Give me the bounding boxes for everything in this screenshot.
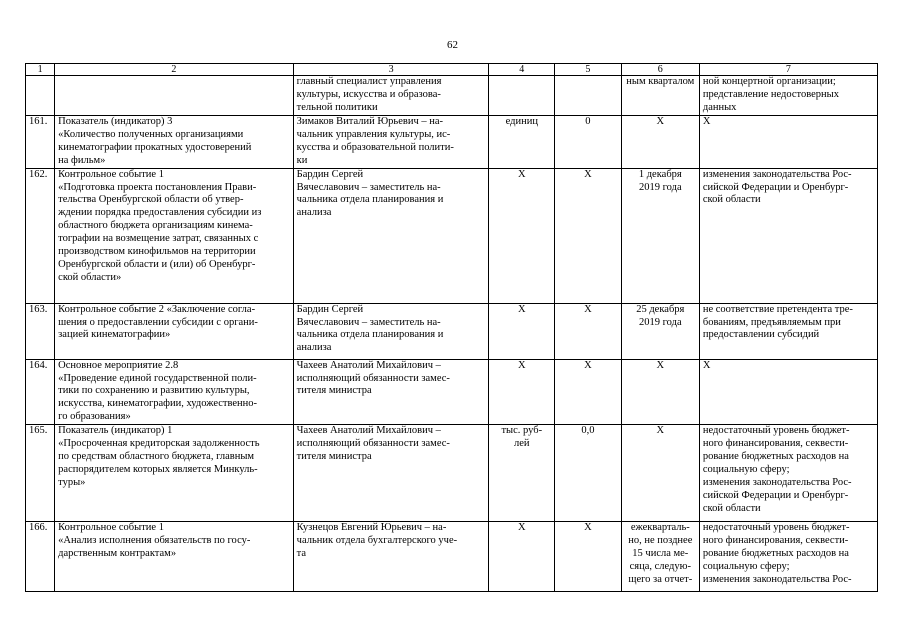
indicator-value-cell bbox=[555, 168, 622, 303]
item-name-cell bbox=[55, 522, 294, 592]
unit-of-measure: X bbox=[517, 303, 526, 315]
deadline-cell bbox=[621, 116, 699, 169]
deadline-cell bbox=[621, 522, 699, 592]
risk-description-cell bbox=[699, 303, 877, 359]
deadline: ным кварталом bbox=[626, 76, 695, 87]
responsible-person: Чахеев Анатолий Михайлович – исполняющий обязанности замес- тителя министра bbox=[296, 425, 450, 462]
row-number: 165. bbox=[29, 425, 48, 437]
risk-description: не соответствие претендента тре- бованиям, предъявляемым при предоставлении субсидий bbox=[702, 303, 853, 341]
column-number: 7 bbox=[699, 64, 877, 76]
risk-description-cell bbox=[699, 522, 877, 592]
indicator-value: 0,0 bbox=[581, 425, 595, 437]
deadline-cell bbox=[621, 359, 699, 425]
row-number: 166. bbox=[29, 522, 48, 534]
table-row bbox=[26, 168, 878, 303]
column-number: 3 bbox=[293, 64, 489, 76]
unit-of-measure-cell bbox=[489, 168, 555, 303]
table-row bbox=[26, 116, 878, 169]
row-number-cell bbox=[26, 425, 55, 522]
indicator-value: 0 bbox=[585, 116, 591, 127]
responsible-person: Кузнецов Евгений Юрьевич – на- чальник отдела бухгалтерского уче- та bbox=[296, 522, 458, 559]
responsible-person-cell bbox=[293, 76, 489, 116]
risk-description-cell bbox=[699, 116, 877, 169]
responsible-person: Зимаков Виталий Юрьевич – на- чальник управления культуры, ис- кусства и образовательной полити- ки bbox=[296, 116, 454, 166]
responsible-person: главный специалист управления культуры, искусства и образова- тельной политики bbox=[296, 76, 442, 113]
risk-description-cell bbox=[699, 359, 877, 425]
risk-description-cell bbox=[699, 168, 877, 303]
indicator-value-cell bbox=[555, 303, 622, 359]
column-number: 2 bbox=[55, 64, 294, 76]
responsible-person-cell bbox=[293, 168, 489, 303]
unit-of-measure-cell bbox=[489, 303, 555, 359]
indicator-value: X bbox=[584, 522, 592, 534]
indicator-value: X bbox=[584, 303, 592, 315]
responsible-person-cell bbox=[293, 522, 489, 592]
deadline: 25 декабря 2019 года bbox=[636, 303, 685, 328]
indicator-value-cell bbox=[555, 116, 622, 169]
risk-description: X bbox=[702, 116, 711, 127]
indicator-value: X bbox=[584, 168, 592, 180]
row-number-cell bbox=[26, 76, 55, 116]
responsible-person: Чахеев Анатолий Михайлович – исполняющий обязанности замес- тителя министра bbox=[296, 359, 450, 397]
row-number-cell bbox=[26, 359, 55, 425]
deadline-cell bbox=[621, 76, 699, 116]
column-number: 6 bbox=[621, 64, 699, 76]
unit-of-measure-cell bbox=[489, 522, 555, 592]
risk-description: X bbox=[702, 359, 711, 371]
unit-of-measure: X bbox=[517, 168, 526, 180]
row-number: 161. bbox=[29, 116, 48, 127]
unit-of-measure: тыс. руб- лей bbox=[501, 425, 543, 450]
row-number-cell bbox=[26, 116, 55, 169]
table-row bbox=[26, 76, 878, 116]
item-name: Основное мероприятие 2.8 «Проведение единой государственной поли- тики по сохранению и развитию культуры, искусства, кинематографии, художественно- го образования» bbox=[58, 359, 258, 423]
table-row bbox=[26, 425, 878, 522]
table-row bbox=[26, 522, 878, 592]
row-number-cell bbox=[26, 303, 55, 359]
unit-of-measure-cell bbox=[489, 116, 555, 169]
item-name-cell bbox=[55, 303, 294, 359]
deadline: 1 декабря 2019 года bbox=[638, 168, 682, 193]
column-number: 1 bbox=[26, 64, 55, 76]
risk-description: изменения законодательства Рос- сийской Федерации и Оренбург- ской области bbox=[702, 168, 852, 206]
column-number-row bbox=[26, 64, 878, 76]
deadline-cell bbox=[621, 303, 699, 359]
item-name-cell bbox=[55, 168, 294, 303]
item-name-cell bbox=[55, 425, 294, 522]
item-name: Показатель (индикатор) 3 «Количество полученных организациями кинематографии прокатных удостоверений на фильм» bbox=[58, 116, 252, 166]
item-name: Показатель (индикатор) 1 «Просроченная кредиторская задолженность по средствам областного бюджета, главным распорядителем которых является Минкуль- туры» bbox=[58, 425, 260, 488]
indicator-value-cell bbox=[555, 76, 622, 116]
indicator-value: X bbox=[584, 359, 592, 371]
column-number: 4 bbox=[489, 64, 555, 76]
indicator-value-cell bbox=[555, 522, 622, 592]
item-name-cell bbox=[55, 116, 294, 169]
unit-of-measure-cell bbox=[489, 76, 555, 116]
risk-description: ной концертной организации; представление недостоверных данных bbox=[702, 76, 839, 113]
risk-description: недостаточный уровень бюджет- ного финансирования, секвести- рование бюджетных расходов на социальную сферу; изменения законодательства Рос- сийской Федерации и Оренбург- ской области bbox=[702, 425, 852, 514]
unit-of-measure: X bbox=[517, 522, 526, 534]
deadline: X bbox=[656, 359, 665, 371]
row-number: 162. bbox=[29, 168, 48, 180]
responsible-person: Бардин Сергей Вячеславович – заместитель на- чальника отдела планирования и анализа bbox=[296, 303, 444, 354]
risk-description-cell bbox=[699, 76, 877, 116]
unit-of-measure: X bbox=[517, 359, 526, 371]
responsible-person-cell bbox=[293, 425, 489, 522]
item-name-cell bbox=[55, 76, 294, 116]
responsible-person: Бардин Сергей Вячеславович – заместитель на- чальника отдела планирования и анализа bbox=[296, 168, 444, 219]
row-number: 163. bbox=[29, 303, 48, 315]
unit-of-measure-cell bbox=[489, 425, 555, 522]
program-table bbox=[25, 63, 878, 592]
item-name: Контрольное событие 1 «Анализ исполнения обязательств по госу- дарственным контрактам» bbox=[58, 522, 251, 559]
item-name: Контрольное событие 1 «Подготовка проекта постановления Прави- тельства Оренбургской области об утвер- ждении порядка предоставления субсидии из областного бюджета организациям кинема- тографии на возмещение затрат, связанных с производством кинофильмов на территории Оренбургской области и (или) об Оренбург- ской области» bbox=[58, 168, 262, 283]
responsible-person-cell bbox=[293, 116, 489, 169]
row-number: 164. bbox=[29, 359, 48, 371]
row-number-cell bbox=[26, 168, 55, 303]
deadline-cell bbox=[621, 168, 699, 303]
indicator-value-cell bbox=[555, 359, 622, 425]
column-number: 5 bbox=[555, 64, 622, 76]
indicator-value-cell bbox=[555, 425, 622, 522]
table-row bbox=[26, 359, 878, 425]
unit-of-measure: единиц bbox=[505, 116, 538, 127]
deadline: X bbox=[656, 425, 665, 437]
responsible-person-cell bbox=[293, 359, 489, 425]
risk-description-cell bbox=[699, 425, 877, 522]
deadline-cell bbox=[621, 425, 699, 522]
deadline: X bbox=[656, 116, 665, 127]
item-name: Контрольное событие 2 «Заключение согла- шения о предоставлении субсидии с органи- зацией кинематографии» bbox=[58, 303, 258, 341]
item-name-cell bbox=[55, 359, 294, 425]
risk-description: недостаточный уровень бюджет- ного финансирования, секвести- рование бюджетных расходов на социальную сферу; изменения законодательства Рос- bbox=[702, 522, 852, 585]
table-row bbox=[26, 303, 878, 359]
page-number: 62 bbox=[447, 39, 458, 51]
deadline: ежеквартaль- но, не позднее 15 числа ме- сяца, следую- щего за отчет- bbox=[628, 522, 693, 585]
responsible-person-cell bbox=[293, 303, 489, 359]
row-number-cell bbox=[26, 522, 55, 592]
unit-of-measure-cell bbox=[489, 359, 555, 425]
